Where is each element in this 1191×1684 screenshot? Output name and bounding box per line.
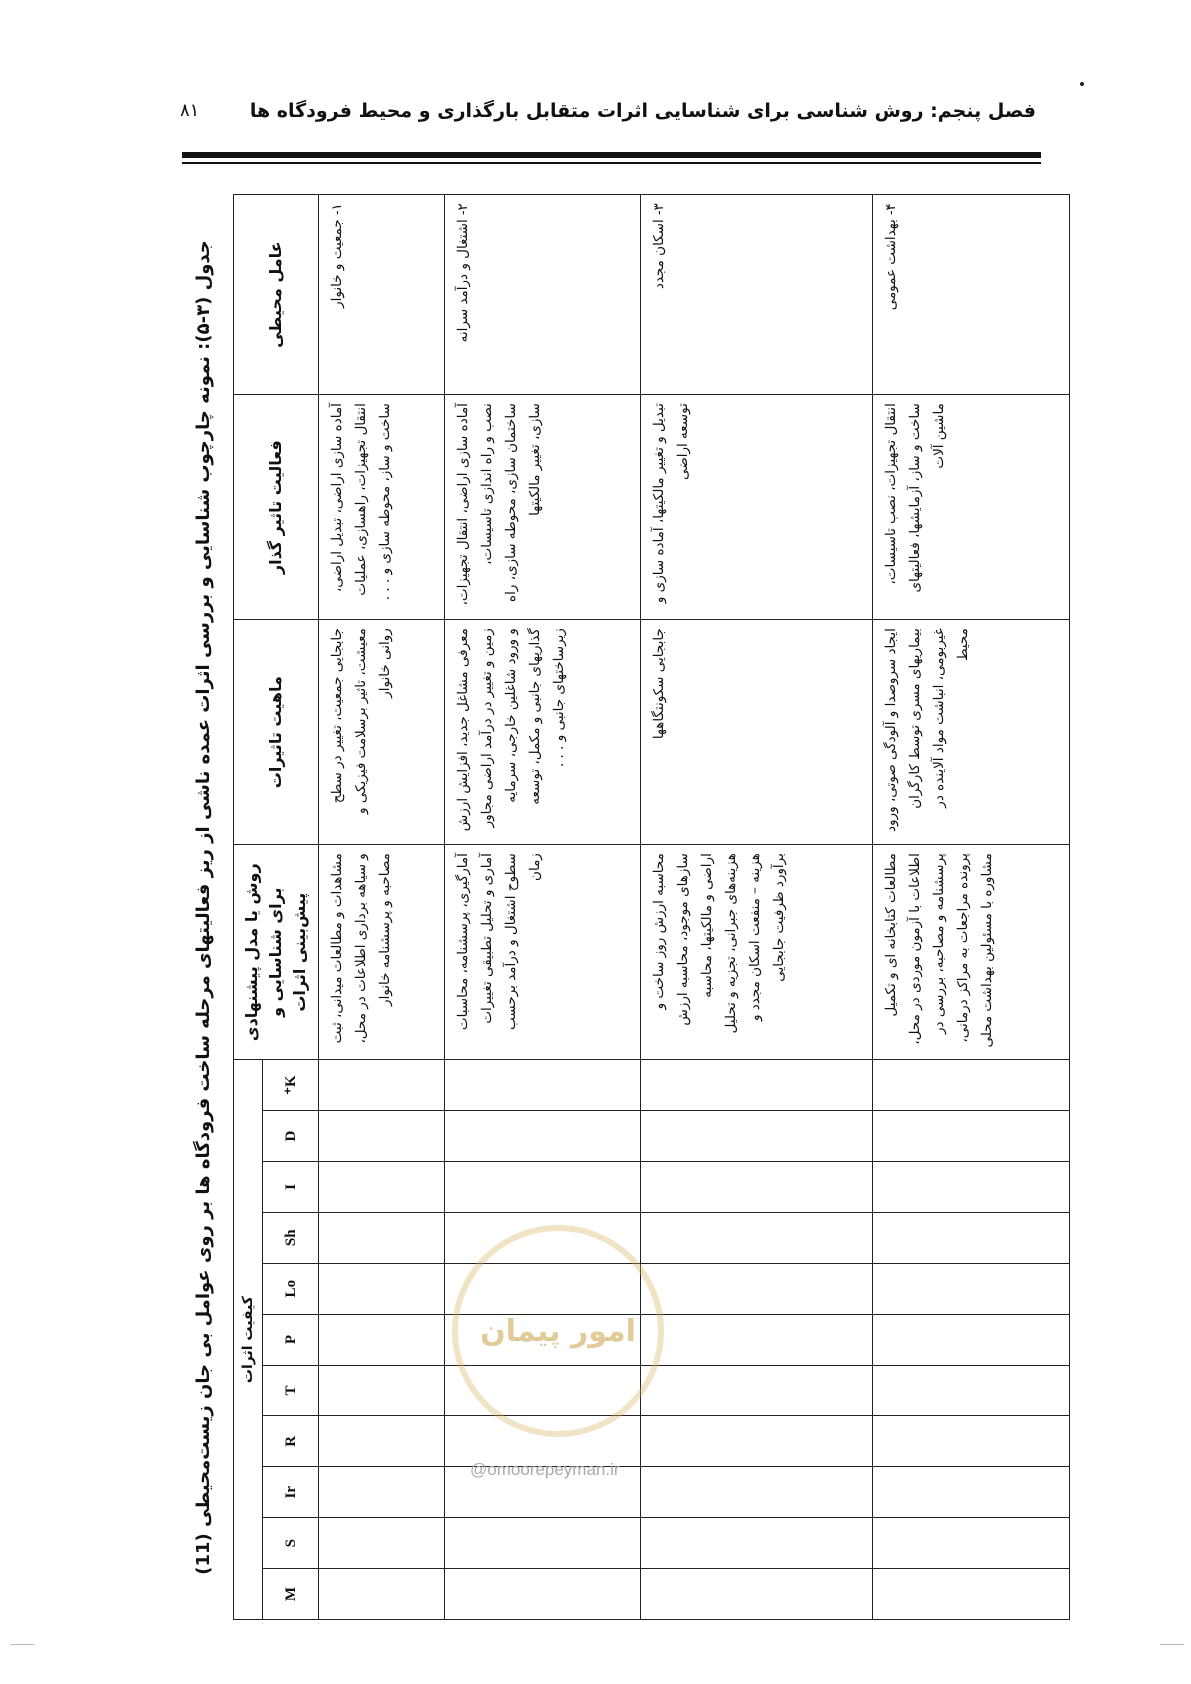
cell-factor: ۲- اشتغال و درآمد سرانه <box>444 195 641 395</box>
quality-col-d: D <box>263 1111 319 1162</box>
table-row <box>319 195 445 1620</box>
page-number: ۸۱ <box>180 100 200 121</box>
scan-mark-left <box>10 1644 34 1645</box>
cell-quality <box>319 1111 445 1162</box>
impact-table <box>233 194 1070 1620</box>
cell-quality <box>319 1467 445 1518</box>
cell-quality <box>873 1060 1070 1111</box>
cell-quality <box>319 1263 445 1314</box>
cell-quality <box>873 1416 1070 1467</box>
page-dot <box>1080 82 1084 86</box>
cell-factor: ۱- جمعیت و خانوار <box>319 195 445 395</box>
quality-col-k: K⁺ <box>263 1060 319 1111</box>
cell-quality <box>641 1111 873 1162</box>
cell-quality <box>641 1518 873 1569</box>
cell-quality <box>319 1212 445 1263</box>
quality-col-lo: Lo <box>263 1263 319 1314</box>
cell-factor: ۴- بهداشت عمومی <box>873 195 1070 395</box>
cell-quality <box>641 1365 873 1416</box>
cell-quality <box>319 1569 445 1620</box>
cell-quality <box>641 1060 873 1111</box>
cell-activity: تبدیل و تغییر مالکیتها، آماده سازی و توسعه اراضی <box>641 395 873 620</box>
cell-factor: ۳- اسکان مجدد <box>641 195 873 395</box>
quality-col-s: S <box>263 1518 319 1569</box>
cell-quality <box>873 1518 1070 1569</box>
cell-quality <box>319 1416 445 1467</box>
header-activity: فعالیت تاثیر گذار <box>234 395 319 620</box>
scan-mark-right <box>1160 1644 1184 1645</box>
cell-quality <box>444 1060 641 1111</box>
cell-method: مطالعات کتابخانه ای و تکمیل اطلاعات با آزمون موردی در محل، پرسشنامه و مصاحبه، بررسی در پرونده مراجعات به مراکز درمانی، مشاوره با مسئولین بهداشت محلی <box>873 845 1070 1060</box>
cell-quality <box>873 1263 1070 1314</box>
cell-quality <box>319 1365 445 1416</box>
quality-col-i: I <box>263 1161 319 1212</box>
header-factor: عامل محیطی <box>234 195 319 395</box>
cell-nature: معرفی مشاغل جدید، افزایش ارزش زمین و تغییر در درآمد اراضی مجاور و ورود شاغلین خارجی، سرمایه گذاریهای جانبی و مکمل، توسعه زیرساختهای جانبی و . . . <box>444 620 641 845</box>
cell-method: آمارگیری، پرسشنامه، محاسبات آماری و تحلیل تطبیقی تغییرات سطوح اشتغال و درآمد برحسب زمان <box>444 845 641 1060</box>
cell-quality <box>319 1060 445 1111</box>
cell-method: مشاهدات و مطالعات میدانی، ثبت و سیاهه برداری اطلاعات در محل، مصاحبه و پرسشنامه خانوار <box>319 845 445 1060</box>
cell-quality <box>641 1314 873 1365</box>
header-rule-thick <box>182 152 1041 158</box>
cell-quality <box>444 1518 641 1569</box>
cell-quality <box>641 1263 873 1314</box>
cell-quality <box>319 1518 445 1569</box>
cell-quality <box>641 1467 873 1518</box>
quality-col-p: P <box>263 1314 319 1365</box>
header-nature: ماهیت تاثیرات <box>234 620 319 845</box>
cell-quality <box>873 1467 1070 1518</box>
cell-nature: جابجایی جمعیت، تغییر در سطح معیشت، تاثیر برسلامت فیزیکی و روانی خانوار <box>319 620 445 845</box>
header-quality: کیفیت اثرات <box>234 1060 263 1620</box>
chapter-title: فصل پنجم: روش شناسی برای شناسایی اثرات متقابل بارگذاری و محیط فرودگاه ها <box>249 100 1036 122</box>
cell-activity: آماده سازی اراضی، انتقال تجهیزات، نصب و راه اندازی تاسیسات، ساختمان سازی، محوطه سازی، راه سازی، تغییر مالکیتها <box>444 395 641 620</box>
cell-quality <box>873 1111 1070 1162</box>
cell-quality <box>641 1416 873 1467</box>
cell-quality <box>319 1161 445 1212</box>
table-row <box>641 195 873 1620</box>
cell-quality <box>444 1111 641 1162</box>
table-row <box>873 195 1070 1620</box>
quality-col-r: R <box>263 1416 319 1467</box>
cell-quality <box>641 1161 873 1212</box>
watermark-url: @omoorepeyman.ir <box>470 1460 620 1479</box>
cell-quality <box>444 1569 641 1620</box>
quality-col-ir: Ir <box>263 1467 319 1518</box>
cell-quality <box>641 1212 873 1263</box>
header-method: روش یا مدل پیشنهادی برای شناسایی و پیش‌بینی اثرات <box>234 845 319 1060</box>
table-header-row <box>234 195 263 1620</box>
watermark-logo <box>452 1225 664 1437</box>
quality-col-sh: Sh <box>263 1212 319 1263</box>
page-header <box>180 92 1036 132</box>
cell-quality <box>641 1569 873 1620</box>
cell-nature: جابجایی سکونتگاهها <box>641 620 873 845</box>
table-caption: جدول (۳-۵): نمونه چارچوب شناسایی و بررسی اثرات عمده ناشی از ریز فعالیتهای مرحله ساخت فرودگاه ها بر روی عوامل بی جان زیست‌محیطی (11) <box>193 240 214 1575</box>
cell-activity: آماده سازی اراضی، تبدیل اراضی، انتقال تجهیزات، راهسازی، عملیات ساخت و ساز، محوطه سازی و . . . <box>319 395 445 620</box>
quality-col-t: T <box>263 1365 319 1416</box>
cell-method: محاسبه ارزش روز ساخت و سازهای موجود، محاسبه ارزش اراضی و مالکیتها، محاسبه هزینه‌های جبرانی، تجزیه و تحلیل هزینه – منفعت اسکان مجدد و برآورد ظرفیت جابجایی <box>641 845 873 1060</box>
cell-quality <box>873 1314 1070 1365</box>
cell-quality <box>873 1161 1070 1212</box>
quality-col-m: M <box>263 1569 319 1620</box>
watermark-logo-text: امور پیمان <box>480 1313 636 1349</box>
cell-quality <box>444 1161 641 1212</box>
header-rule-thin <box>182 162 1041 164</box>
cell-activity: انتقال تجهیزات، نصب تاسیسات، ساخت و ساز، آزمایشها، فعالیتهای ماشین آلات <box>873 395 1070 620</box>
cell-quality <box>319 1314 445 1365</box>
cell-quality <box>873 1365 1070 1416</box>
cell-quality <box>873 1212 1070 1263</box>
cell-nature: ایجاد سروصدا و آلودگی صوتی، ورود بیماریهای مسری توسط کارگران غیربومی، انباشت مواد آلاینده در محیط <box>873 620 1070 845</box>
cell-quality <box>873 1569 1070 1620</box>
